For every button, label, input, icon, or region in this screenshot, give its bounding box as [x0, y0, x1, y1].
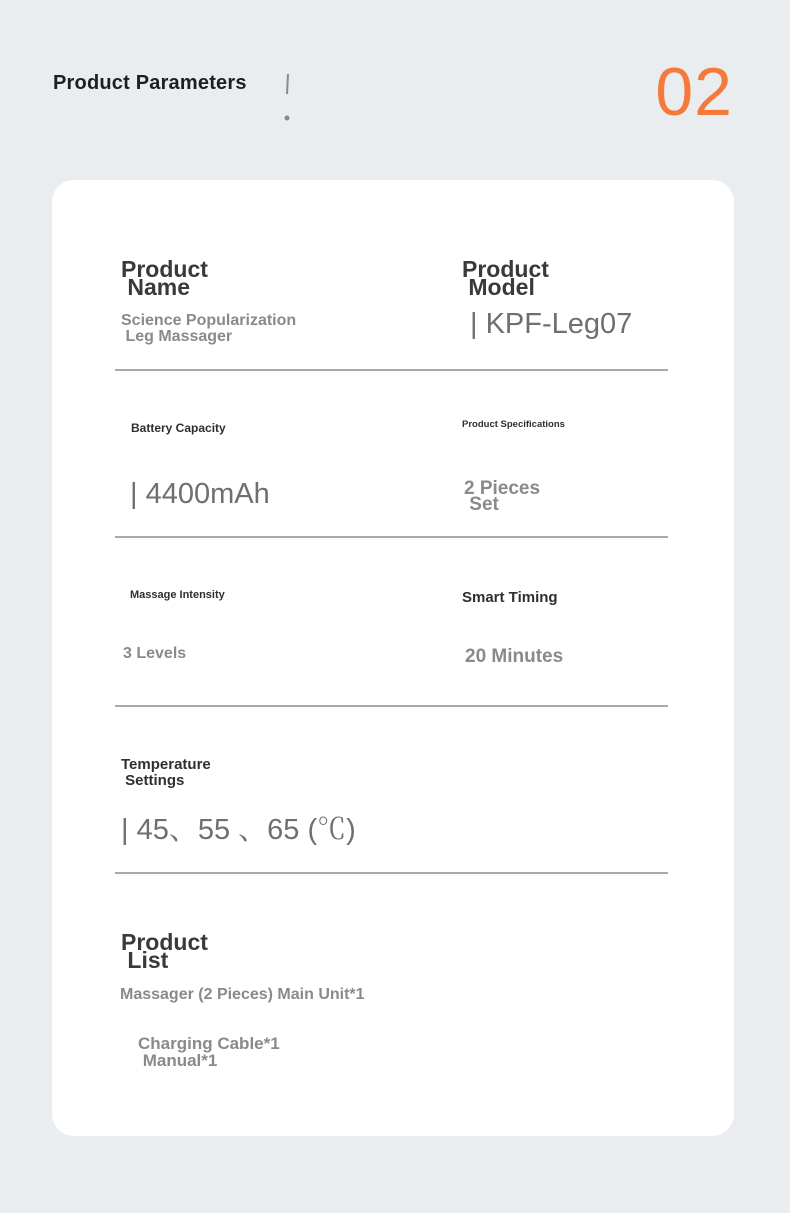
- product-name-value: Science Popularization Leg Massager: [121, 312, 297, 345]
- exclamation-mark-icon: [283, 72, 293, 124]
- massage-intensity-value: 3 Levels: [123, 645, 187, 662]
- divider: [115, 872, 668, 874]
- product-list-item: Charging Cable*1 Manual*1: [138, 1034, 280, 1070]
- battery-capacity-label: Battery Capacity: [131, 421, 226, 435]
- product-model-value: | KPF-Leg07: [470, 308, 633, 340]
- temperature-settings-value: | 45、55 、65 (℃): [121, 814, 356, 846]
- parameters-card: [52, 180, 734, 1136]
- product-model-label: Product Model: [462, 256, 549, 300]
- product-specifications-value: 2 Pieces Set: [464, 478, 541, 515]
- massage-intensity-label: Massage Intensity: [130, 589, 225, 601]
- page-number: 02: [655, 54, 733, 130]
- divider: [115, 705, 668, 707]
- product-name-label: Product Name: [121, 256, 208, 300]
- divider: [115, 369, 668, 371]
- product-specifications-label: Product Specifications: [462, 419, 565, 430]
- page-title: Product Parameters: [53, 72, 247, 94]
- product-list-item: Massager (2 Pieces) Main Unit*1: [120, 986, 365, 1003]
- smart-timing-label: Smart Timing: [462, 589, 558, 606]
- product-list-label: Product List: [121, 929, 208, 973]
- temperature-settings-label: Temperature Settings: [121, 756, 211, 789]
- battery-capacity-value: | 4400mAh: [130, 478, 270, 510]
- smart-timing-value: 20 Minutes: [465, 646, 564, 667]
- divider: [115, 536, 668, 538]
